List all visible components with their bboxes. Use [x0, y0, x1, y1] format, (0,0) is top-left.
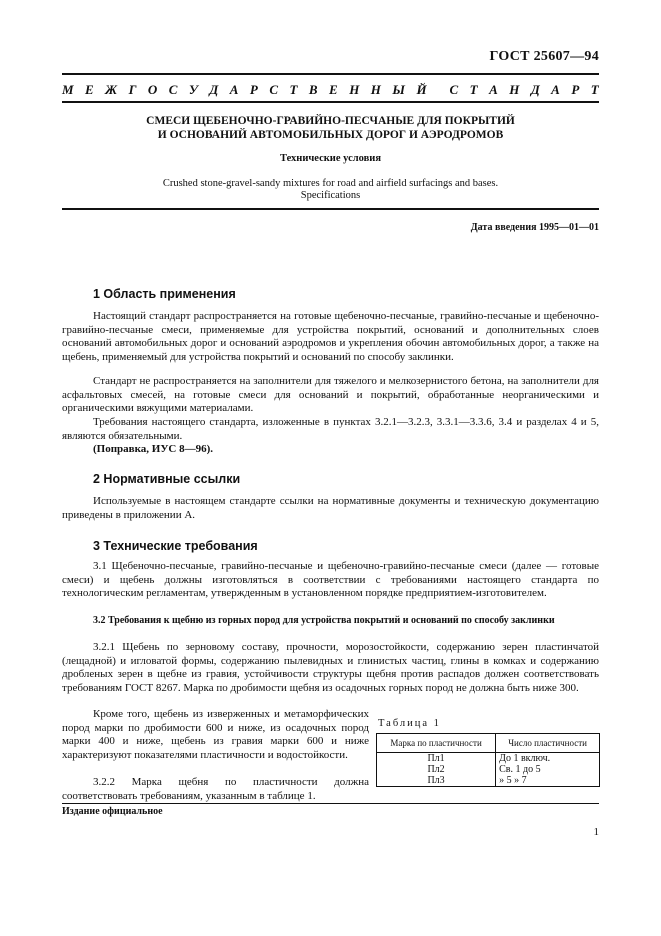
section-3-2-1-paragraph: 3.2.1 Щебень по зерновому составу, прочности, морозостойкости, содержанию зерен пластинчатой (лещадной) и игловатой формы, содержанию пылевидных и глинистых частиц, глины в комках и содержанию дробленых зерен в щебне из гравия, устойчивости структуры щебня против распадов должен соответствовать требованиям ГОСТ 8267. Марка по дробимости щебня из осадочных горных пород не должна быть ниже 300.	[62, 641, 599, 694]
title-rule	[62, 208, 599, 210]
banner-letter: У	[188, 82, 198, 97]
table-1-caption: Таблица 1	[378, 718, 441, 729]
banner-letter: Д	[209, 82, 219, 97]
table-cell-value: До 1 включ.	[499, 753, 551, 764]
table-1-marks	[377, 753, 496, 787]
section-1-paragraph-3: Требования настоящего стандарта, изложенные в пунктах 3.2.1—3.2.3, 3.3.1—3.3.6, 3.4 и разделах 4 и 5, являются обязательными.	[62, 416, 599, 442]
gost-number: ГОСТ 25607—94	[489, 49, 599, 64]
banner-letter: Н	[509, 82, 520, 97]
section-3-2-heading: 3.2 Требования к щебню из горных пород для устройства покрытий и оснований по способу заклинки	[93, 615, 555, 626]
banner-letter: Г	[128, 82, 137, 97]
edition-note: Издание официальное	[62, 806, 163, 817]
banner-letter: Е	[329, 82, 338, 97]
header-rule-top	[62, 73, 599, 75]
banner-letter: О	[147, 82, 158, 97]
section-2-paragraph: Используемые в настоящем стандарте ссылки на нормативные документы и техническую документацию приведены в приложении А.	[62, 495, 599, 521]
section-1-paragraph-1: Настоящий стандарт распространяется на готовые щебеночно-песчаные, гравийно-песчаные и щебеночно-гравийно-песчаные смеси, применяемые для устройства покрытий, оснований и дополнительных слоев оснований автомобильных дорог и оснований аэродромов и укрепления обочин автомобильных дорог, а также на щебень, применяемый для устройства покрытий и оснований по способу заклинки.	[62, 310, 599, 363]
table-1-header-mark: Марка по пластичности	[377, 734, 496, 753]
table-cell-mark: Пл1	[427, 753, 445, 764]
section-3-2-1-addition: Кроме того, щебень из изверженных и метаморфических пород марки по дробимости 600 и ниже, из осадочных пород марки 400 и ниже, щебень из гравия марки 600 и ниже характеризуют показателями пластичности и водостойкости.	[62, 708, 369, 761]
banner-letter: Н	[370, 82, 381, 97]
section-1-paragraph-2: Стандарт не распространяется на заполнители для тяжелого и мелкозернистого бетона, на заполнители для асфальтовых смесей, на готовые смеси для оснований и покрытий, обработанные неорганическими и органическими вяжущими материалами.	[62, 375, 599, 415]
banner-letter: С	[269, 82, 279, 97]
table-row	[377, 753, 600, 787]
banner-letter: А	[551, 82, 560, 97]
table-cell-mark: Пл3	[427, 775, 445, 786]
banner-letter: Т	[469, 82, 478, 97]
table-cell-mark: Пл2	[427, 764, 445, 775]
english-title-line2: Specifications	[300, 190, 361, 201]
banner-letter: С	[168, 82, 178, 97]
section-3-2-2-paragraph: 3.2.2 Марка щебня по пластичности должна соответствовать требованиям, указанным в таблице 1.	[62, 776, 369, 802]
english-title-line1: Crushed stone-gravel-sandy mixtures for road and airfield surfacings and bases.	[162, 178, 499, 189]
document-title-line1: СМЕСИ ЩЕБЕНОЧНО-ГРАВИЙНО-ПЕСЧАНЫЕ ДЛЯ ПОКРЫТИЙ	[146, 115, 515, 127]
banner-letter: М	[62, 82, 74, 97]
section-1-heading: 1 Область применения	[93, 287, 236, 301]
section-3-heading: 3 Технические требования	[93, 539, 258, 553]
banner-letter: Р	[249, 82, 258, 97]
standard-type-banner	[62, 82, 599, 98]
banner-letter: Ы	[392, 82, 405, 97]
banner-letter: Н	[349, 82, 360, 97]
banner-letter: Ж	[105, 82, 118, 97]
banner-letter: Р	[571, 82, 580, 97]
footer-rule	[62, 803, 599, 804]
table-cell-value: Св. 1 до 5	[499, 764, 541, 775]
table-1	[376, 733, 600, 787]
banner-letter: С	[449, 82, 459, 97]
banner-letter: А	[229, 82, 239, 97]
banner-letter: Т	[590, 82, 599, 97]
section-3-1-paragraph: 3.1 Щебеночно-песчаные, гравийно-песчаные и щебеночно-гравийно-песчаные смеси (далее — готовые смеси) и щебень должны изготовляться в соответствии с требованиями настоящего стандарта по технологическим регламентам, утвержденным в установленном порядке предприятием-изготовителем.	[62, 560, 599, 600]
banner-letter: В	[308, 82, 318, 97]
banner-letter: Д	[530, 82, 540, 97]
document-subtitle: Технические условия	[279, 153, 382, 164]
header-rule-bottom	[62, 101, 599, 103]
table-1-values	[496, 753, 600, 787]
banner-letter: А	[489, 82, 498, 97]
banner-letter: Т	[289, 82, 298, 97]
page-number: 1	[593, 826, 599, 838]
table-cell-value: » 5 » 7	[499, 775, 527, 786]
document-title-line2: И ОСНОВАНИЙ АВТОМОБИЛЬНЫХ ДОРОГ И АЭРОДРОМОВ	[157, 129, 504, 141]
table-1-header-value: Число пластичности	[496, 734, 600, 753]
intro-date: Дата введения 1995—01—01	[470, 222, 599, 233]
banner-letter: Е	[85, 82, 94, 97]
section-1-amendment: (Поправка, ИУС 8—96).	[93, 443, 214, 455]
banner-letter: Й	[416, 82, 427, 97]
section-2-heading: 2 Нормативные ссылки	[93, 472, 241, 486]
